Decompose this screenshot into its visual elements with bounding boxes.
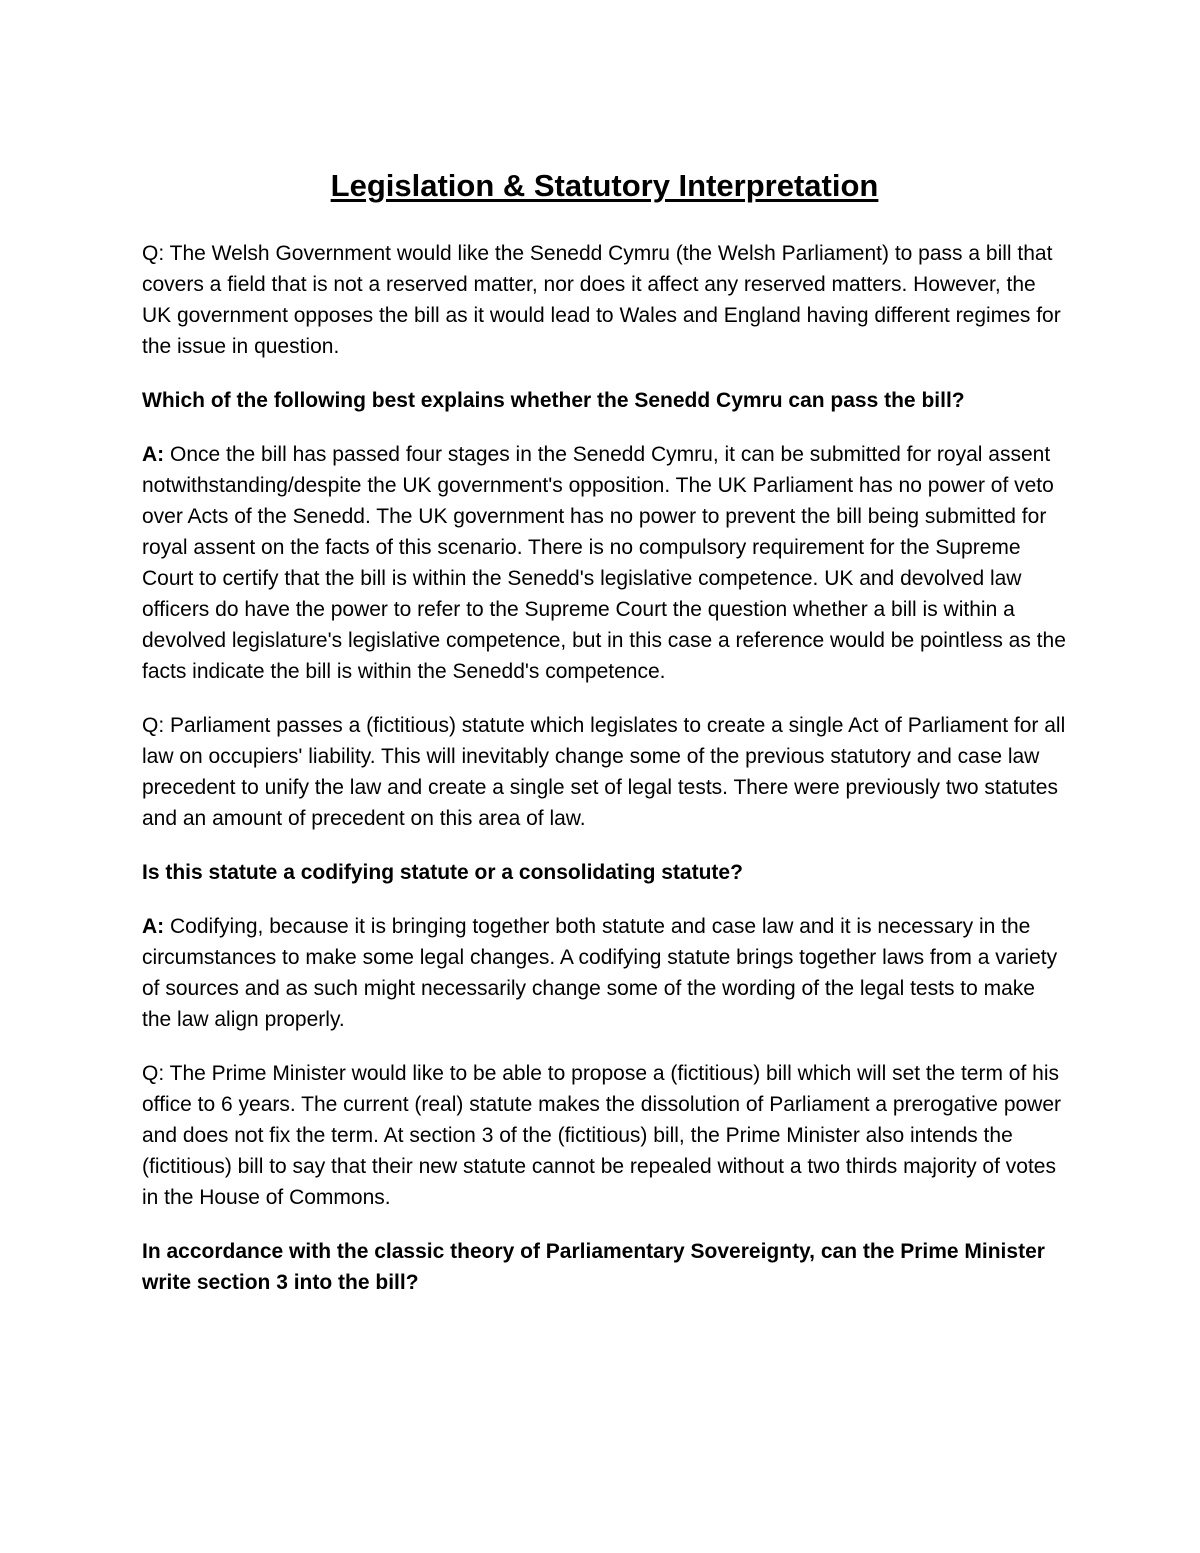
answer-1-label: A: — [142, 443, 165, 466]
question-2-prompt: Is this statute a codifying statute or a consolidating statute? — [142, 861, 743, 884]
answer-2 — [142, 911, 1067, 1035]
question-3-text: Q: The Prime Minister would like to be able to propose a (fictitious) bill which will set the term of his office to 6 years. The current (real) statute makes the dissolution of Parliament a prerogative power and does not fix the term. At section 3 of the (fictitious) bill, the Prime Minister also intends the (fictitious) bill to say that their new statute cannot be repealed without a two thirds majority of votes in the House of Commons. — [142, 1062, 1062, 1209]
answer-2-text: Codifying, because it is bringing together both statute and case law and it is necessary in the circumstances to make some legal changes. A codifying statute brings together laws from a variety of sources and as such might necessarily change some of the wording of the legal tests to make the law align properly. — [142, 915, 1058, 1031]
question-2-text: Q: Parliament passes a (fictitious) statute which legislates to create a single Act of Parliament for all law on occupiers' liability. This will inevitably change some of the previous statutory and case law precedent to unify the law and create a single set of legal tests. There were previously two statutes and an amount of precedent on this area of law. — [142, 714, 1066, 830]
answer-1 — [142, 439, 1067, 687]
document-body — [142, 164, 1067, 1321]
question-1-text: Q: The Welsh Government would like the Senedd Cymru (the Welsh Parliament) to pass a bill that covers a field that is not a reserved matter, nor does it affect any reserved matters. However, the UK government opposes the bill as it would lead to Wales and England having different regimes for the issue in question. — [142, 242, 1061, 358]
answer-2-label: A: — [142, 915, 165, 938]
question-3-prompt: In accordance with the classic theory of Parliamentary Sovereignty, can the Prime Minister write section 3 into the bill? — [142, 1240, 1045, 1294]
document-title: Legislation & Statutory Interpretation — [330, 168, 879, 203]
answer-1-text: Once the bill has passed four stages in the Senedd Cymru, it can be submitted for royal assent notwithstanding/despite the UK government's opposition. The UK Parliament has no power of veto over Acts of the Senedd. The UK government has no power to prevent the bill being submitted for royal assent on the facts of this scenario. There is no compulsory requirement for the Supreme Court to certify that the bill is within the Senedd's legislative competence. UK and devolved law officers do have the power to refer to the Supreme Court the question whether a bill is within a devolved legislature's legislative competence, but in this case a reference would be pointless as the facts indicate the bill is within the Senedd's competence. — [142, 443, 1066, 683]
question-1-prompt: Which of the following best explains whether the Senedd Cymru can pass the bill? — [142, 389, 965, 412]
